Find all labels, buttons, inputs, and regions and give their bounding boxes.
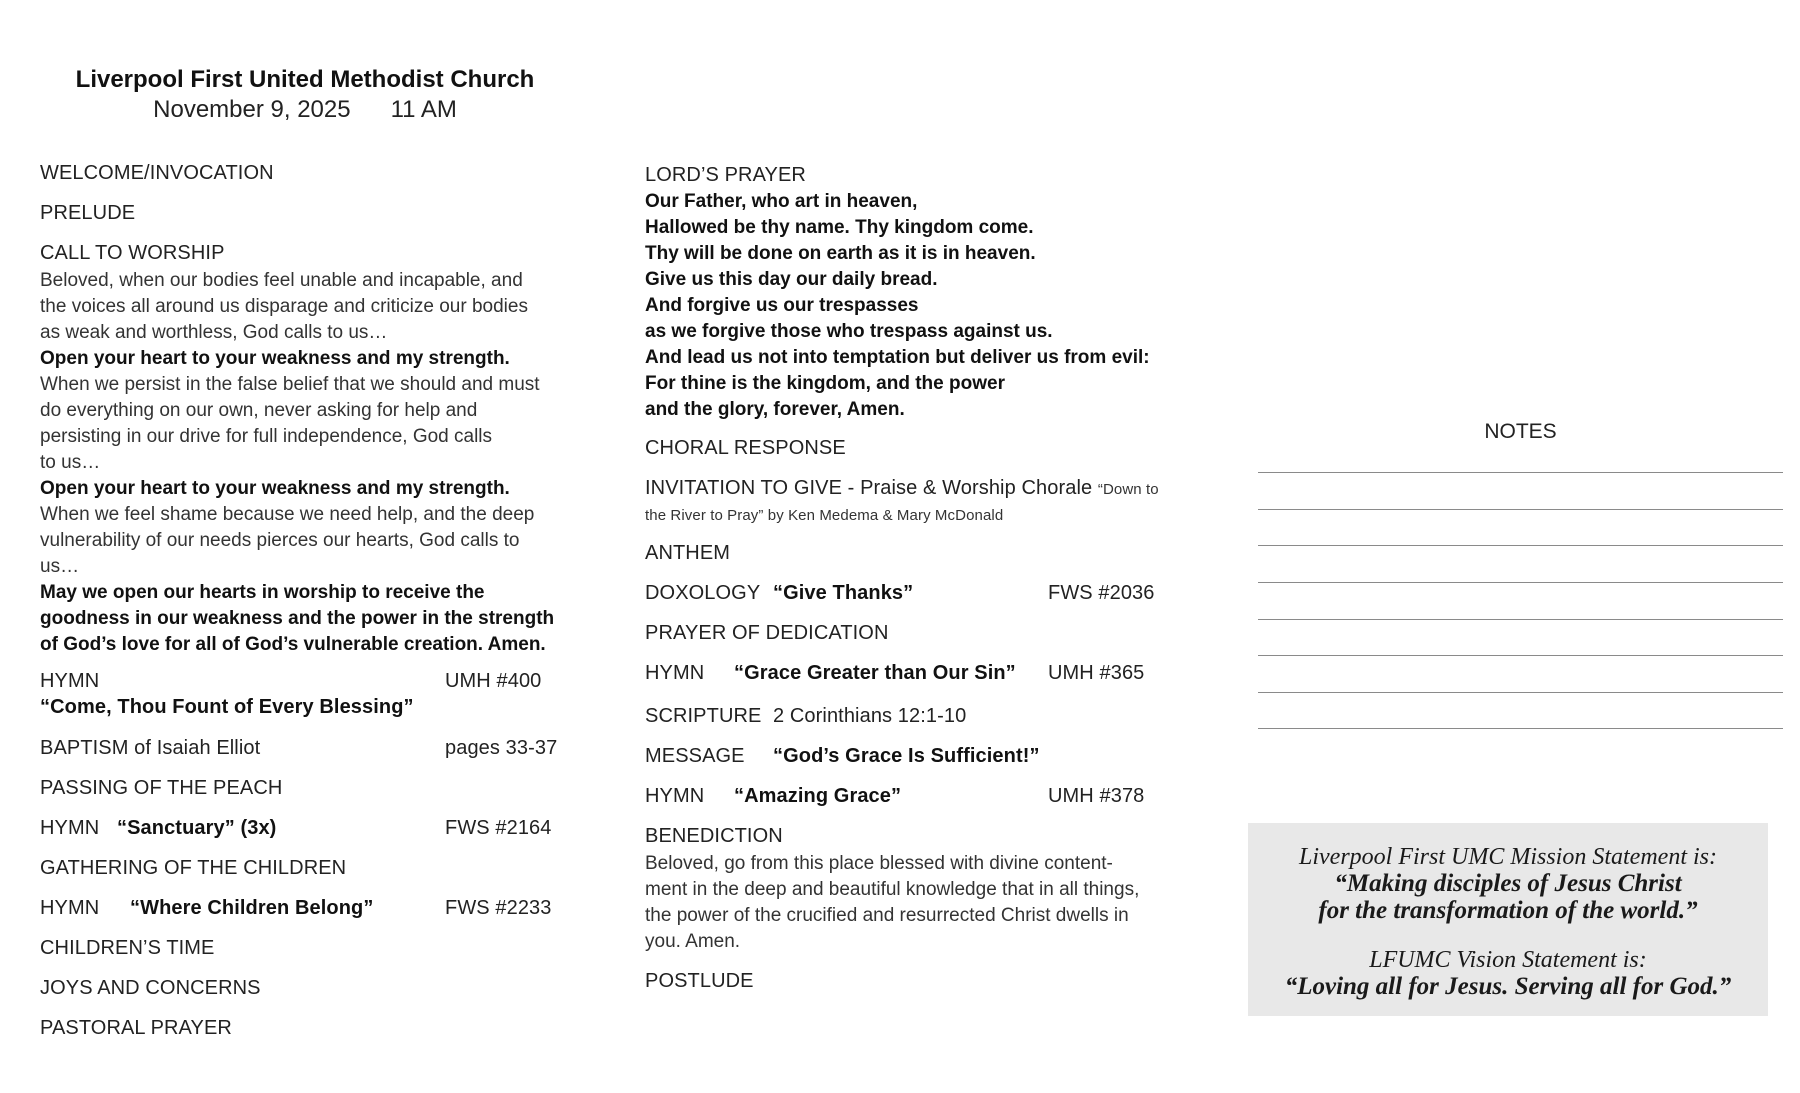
anthem-heading: ANTHEM bbox=[645, 542, 731, 564]
hymn-4-number: UMH #365 bbox=[1048, 662, 1145, 684]
text-line: persisting in our drive for full independence, God calls bbox=[40, 426, 493, 447]
text-line: the power of the crucified and resurrected Christ dwells in bbox=[645, 905, 1129, 926]
invitation-song-start: “Down to bbox=[1097, 481, 1159, 498]
prayer-dedication-heading: PRAYER OF DEDICATION bbox=[645, 622, 889, 644]
church-title: Liverpool First United Methodist Church bbox=[75, 66, 535, 93]
welcome-heading: WELCOME/INVOCATION bbox=[40, 162, 274, 184]
doxology-number: FWS #2036 bbox=[1048, 582, 1155, 604]
pastoral-prayer-heading: PASTORAL PRAYER bbox=[40, 1017, 232, 1039]
hymn-2-title: “Sanctuary” (3x) bbox=[117, 817, 277, 839]
hymn-4-title: “Grace Greater than Our Sin” bbox=[734, 662, 1016, 684]
text-line: and the glory, forever, Amen. bbox=[645, 399, 905, 420]
text-line: us… bbox=[40, 556, 80, 577]
text-line: Beloved, go from this place blessed with divine content- bbox=[645, 853, 1113, 874]
text-line: Open your heart to your weakness and my strength. bbox=[40, 348, 510, 369]
note-line bbox=[1258, 655, 1783, 656]
text-line: For thine is the kingdom, and the power bbox=[645, 373, 1005, 394]
passing-peace-heading: PASSING OF THE PEACH bbox=[40, 777, 283, 799]
prelude-heading: PRELUDE bbox=[40, 202, 136, 224]
vision-intro: LFUMC Vision Statement is: bbox=[1369, 947, 1647, 973]
lords-prayer-heading: LORD’S PRAYER bbox=[645, 164, 806, 186]
service-date: November 9, 2025 bbox=[153, 96, 351, 123]
scripture-reference: 2 Corinthians 12:1-10 bbox=[773, 705, 967, 727]
call-to-worship-text bbox=[40, 268, 554, 658]
baptism-line bbox=[40, 737, 260, 760]
note-line bbox=[1258, 728, 1783, 729]
joys-concerns-heading: JOYS AND CONCERNS bbox=[40, 977, 261, 999]
mission-line-1: “Making disciples of Jesus Christ bbox=[1334, 870, 1682, 897]
benediction-text bbox=[645, 851, 1139, 955]
invitation-line bbox=[645, 477, 1159, 500]
text-line: Open your heart to your weakness and my strength. bbox=[40, 478, 510, 499]
choral-response-heading: CHORAL RESPONSE bbox=[645, 437, 846, 459]
text-line: Give us this day our daily bread. bbox=[645, 269, 938, 290]
doxology-title: “Give Thanks” bbox=[773, 582, 914, 604]
text-line: Our Father, who art in heaven, bbox=[645, 191, 918, 212]
note-line bbox=[1258, 472, 1783, 473]
postlude-heading: POSTLUDE bbox=[645, 970, 754, 992]
hymn-3-title: “Where Children Belong” bbox=[130, 897, 374, 919]
childrens-time-heading: CHILDREN’S TIME bbox=[40, 937, 215, 959]
baptism-name: of Isaiah Elliot bbox=[128, 737, 261, 759]
text-line: as we forgive those who trespass against us. bbox=[645, 321, 1053, 342]
note-line bbox=[1258, 509, 1783, 510]
invitation-heading: INVITATION TO GIVE - Praise & Worship Chorale bbox=[645, 477, 1093, 499]
note-line bbox=[1258, 582, 1783, 583]
notes-title: NOTES bbox=[1484, 420, 1557, 443]
text-line: you. Amen. bbox=[645, 931, 741, 952]
hymn-5-label: HYMN bbox=[645, 785, 705, 807]
text-line: goodness in our weakness and the power in the strength bbox=[40, 608, 555, 629]
text-line: as weak and worthless, God calls to us… bbox=[40, 322, 388, 343]
note-line bbox=[1258, 619, 1783, 620]
text-line: And forgive us our trespasses bbox=[645, 295, 919, 316]
note-line bbox=[1258, 692, 1783, 693]
text-line: When we feel shame because we need help, and the deep bbox=[40, 504, 535, 525]
text-line: of God’s love for all of God’s vulnerable creation. Amen. bbox=[40, 634, 546, 655]
vision-line: “Loving all for Jesus. Serving all for God.” bbox=[1284, 973, 1732, 1000]
hymn-1-label: HYMN bbox=[40, 670, 100, 692]
text-line: vulnerability of our needs pierces our hearts, God calls to bbox=[40, 530, 520, 551]
service-time: 11 AM bbox=[390, 96, 457, 123]
text-line: Thy will be done on earth as it is in heaven. bbox=[645, 243, 1036, 264]
text-line: When we persist in the false belief that we should and must bbox=[40, 374, 540, 395]
mission-vision-box bbox=[1248, 823, 1768, 1016]
baptism-pages: pages 33-37 bbox=[445, 737, 558, 759]
mission-line-2: for the transformation of the world.” bbox=[1318, 897, 1698, 924]
hymn-3-number: FWS #2233 bbox=[445, 897, 552, 919]
message-label: MESSAGE bbox=[645, 745, 745, 767]
hymn-5-number: UMH #378 bbox=[1048, 785, 1145, 807]
note-line bbox=[1258, 545, 1783, 546]
text-line: And lead us not into temptation but deliver us from evil: bbox=[645, 347, 1150, 368]
service-dateline bbox=[40, 96, 570, 124]
text-line: Beloved, when our bodies feel unable and incapable, and bbox=[40, 270, 523, 291]
text-line: ment in the deep and beautiful knowledge that in all things, bbox=[645, 879, 1140, 900]
invitation-song-rest: the River to Pray” by Ken Medema & Mary McDonald bbox=[645, 507, 1004, 524]
benediction-heading: BENEDICTION bbox=[645, 825, 783, 847]
mission-intro: Liverpool First UMC Mission Statement is: bbox=[1299, 844, 1717, 870]
text-line: Hallowed be thy name. Thy kingdom come. bbox=[645, 217, 1034, 238]
scripture-label: SCRIPTURE bbox=[645, 705, 762, 727]
call-to-worship-heading: CALL TO WORSHIP bbox=[40, 242, 225, 264]
hymn-5-title: “Amazing Grace” bbox=[734, 785, 902, 807]
text-line: to us… bbox=[40, 452, 101, 473]
text-line: the voices all around us disparage and criticize our bodies bbox=[40, 296, 528, 317]
message-title: “God’s Grace Is Sufficient!” bbox=[773, 745, 1040, 767]
text-line: May we open our hearts in worship to receive the bbox=[40, 582, 485, 603]
hymn-2-number: FWS #2164 bbox=[445, 817, 552, 839]
hymn-4-label: HYMN bbox=[645, 662, 705, 684]
hymn-1-title: “Come, Thou Fount of Every Blessing” bbox=[40, 696, 414, 718]
hymn-1-number: UMH #400 bbox=[445, 670, 542, 692]
hymn-2-label: HYMN bbox=[40, 817, 100, 839]
hymn-3-label: HYMN bbox=[40, 897, 100, 919]
doxology-label: DOXOLOGY bbox=[645, 582, 761, 604]
baptism-label: BAPTISM bbox=[40, 737, 129, 759]
text-line: do everything on our own, never asking for help and bbox=[40, 400, 478, 421]
gathering-children-heading: GATHERING OF THE CHILDREN bbox=[40, 857, 347, 879]
lords-prayer-text bbox=[645, 189, 1150, 423]
